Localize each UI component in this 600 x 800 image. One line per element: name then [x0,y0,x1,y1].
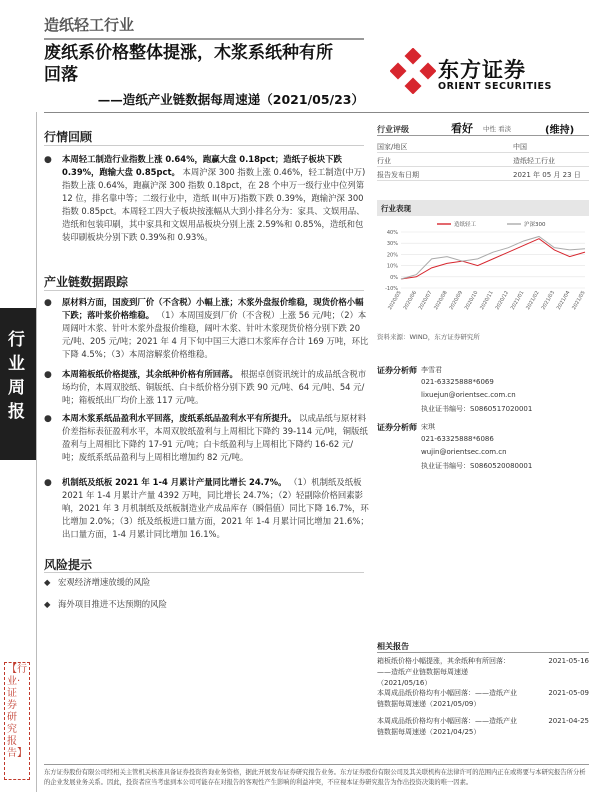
y-tick-label: -10% [385,286,398,292]
chain-bullet [44,476,369,541]
bullet-icon: ● [44,298,52,308]
logo-name-cn: 东方证券 [438,58,526,82]
bullet-lead: 本周轻工制造行业指数上涨 0.64%，跑赢大盘 0.18pct；造纸子板块下跌 0.39%，跑输大盘 0.85pct。 [62,154,342,177]
related-report-title[interactable]: 本周成品纸价格均有小幅回落：——造纸产业链数据每周速递（2021/05/09） [377,689,517,708]
series-line-0 [401,239,585,279]
side-band [0,308,36,460]
performance-chart [377,218,589,328]
analyst-email[interactable]: lixuejun@orientsec.com.cn [421,391,516,399]
bullet-body: 根据卓创资讯统计的成品纸含税市场均价，本周双胶纸、铜版纸、白卡纸价格分别下跌 90 元/吨、64 元/吨、54 元/吨；箱板纸出厂均价上涨 117 元/吨。 [62,369,367,405]
x-tick-label: 2021/01 [509,290,526,311]
related-report-date: 2021-05-16 [548,657,589,665]
title-line-1: 废纸系价格整体提涨，木浆系纸种有所 [44,43,333,63]
rating-row-industry [377,154,589,167]
section-title-risk: 风险提示 [44,558,93,572]
rating-key: 国家/地区 [377,143,408,151]
x-tick-label: 2020/08 [433,290,449,311]
company-logo [390,48,590,108]
rating-value-text: 造纸轻工行业 [513,157,555,165]
rating-row [377,120,589,136]
x-tick-label: 2020/09 [448,290,465,311]
y-tick-label: 20% [386,252,398,259]
x-tick-label: 2020/11 [479,290,495,311]
related-report-item[interactable] [377,688,589,710]
analyst-label: 证券分析师 [377,366,417,375]
side-band-label: 行业周报 [8,330,25,422]
analyst-phone: 021-63325888*6086 [421,435,494,443]
related-report-title[interactable]: 箱板纸价格小幅提涨，其余纸种有所回落：——造纸产业链数据每周速递（2021/05/16） [377,657,510,687]
bullet-lead: 原材料方面，国废到厂价（不含税）小幅上涨；木浆外盘报价维稳，现货价格小幅下跌；落叶浆价格维稳。 [62,297,364,320]
x-tick-label: 2021/02 [525,290,541,311]
section-title-review: 行情回顾 [44,130,93,144]
left-rule [36,112,37,792]
rating-key: 报告发布日期 [377,171,419,179]
logo-mark-icon [390,48,436,94]
analyst-license: 执业证书编号：S0860520080001 [421,462,533,470]
bullet-icon: ● [44,478,52,488]
risk-item [44,598,167,610]
analyst-email[interactable]: wujin@orientsec.com.cn [421,448,507,456]
logo-name-en: ORIENT SECURITIES [438,81,552,92]
rating-row-region [377,140,589,153]
rating-label: 行业评级 [377,125,409,134]
series-line-1 [401,236,585,279]
risk-item [44,576,150,588]
x-tick-label: 2020/05 [387,290,403,311]
y-tick-label: 30% [386,241,398,248]
related-report-item[interactable] [377,656,589,689]
related-report-title[interactable]: 本周成品纸价格均有小幅回落：——造纸产业链数据每周速递（2021/04/25） [377,717,517,736]
bullet-body: （1）机制纸及纸板 2021 年 1-4 月累计产量 4392 万吨，同比增长 24.7%；（2）轻副除价格回素影响，2021 年 3 月机制纸及纸板制造业产成品库存（瞬倡值）同比下降 16.7%，环比增加 2.0%；（3）纸及纸板进口量方面，2021 年 1-4 月累计同比增加 21.6%；出口量方面，1-4 月累计同比增加 16.1%。 [62,477,369,539]
chain-bullet [44,412,369,464]
header-divider [44,112,589,113]
analyst-name: 宋琪 [421,423,435,431]
chain-bullet [44,368,369,407]
footer-divider [44,764,589,765]
y-tick-label: 0% [390,274,398,281]
y-tick-label: 10% [386,263,398,270]
analyst-license: 执业证书编号：S0860517020001 [421,405,533,413]
analyst-label: 证券分析师 [377,423,417,432]
analyst-name: 李雪君 [421,366,442,374]
side-lower-label: 【行业·证券研究报告】 [7,664,27,759]
section-divider-review [44,145,364,146]
bullet-lead: 本周木浆系纸品盈利水平回落，废纸系纸品盈利水平有所提升。 [62,413,297,423]
bullet-lead: 本周箱板纸价格提涨，其余纸种价格有所回落。 [62,369,238,379]
industry-tag: 造纸轻工行业 [44,16,135,34]
rating-value-text: 2021 年 05 月 23 日 [513,171,581,179]
related-reports-divider [377,652,589,653]
y-tick-label: 40% [386,230,398,236]
rating-row-date [377,168,589,181]
risk-text: 海外项目推进不达预期的风险 [58,599,167,609]
x-tick-label: 2020/12 [494,290,511,311]
related-report-date: 2021-05-09 [548,689,589,697]
top-rule [44,38,364,40]
bullet-lead: 机制纸及纸板 2021 年 1-4 月累计产量同比增长 24.7%。 [62,477,287,487]
diamond-icon: ◆ [44,577,51,587]
x-tick-label: 2020/06 [402,290,419,311]
bullet-icon: ● [44,370,52,380]
rating-value-text: 中国 [513,143,527,151]
rating-maintain: (维持) [545,125,575,136]
section-divider-risk [44,572,364,573]
section-divider-chain [44,290,364,291]
title-line-2: 回落 [44,65,78,85]
rating-value: 看好 [451,122,473,135]
related-report-item[interactable] [377,716,589,738]
performance-title: 行业表现 [377,200,589,216]
bullet-icon: ● [44,414,52,424]
related-reports-title: 相关报告 [377,642,409,651]
section-title-chain: 产业链数据跟踪 [44,275,129,289]
review-bullet [44,153,369,244]
related-report-date: 2021-04-25 [548,717,589,725]
x-tick-label: 2020/07 [417,290,434,311]
risk-text: 宏观经济增速放缓的风险 [58,577,151,587]
x-tick-label: 2020/10 [463,290,480,311]
bullet-body: 本周沪深 300 指数上涨 0.46%，轻工制造(中万)指数上涨 0.64%，跑赢沪深 300 指数 0.18pct，在 28 个申万一级行业中位列第 12 位，排名靠中等；二级行业中，造纸 II(申万)指数下跌 0.39%，跑输沪深 300 指数 0.85pct。本周轻工四大子板块按涨幅从大到小排名分为：家具、文娱用品、造纸和包装印刷，其中家具和文娱用品板块分别上涨 2.59%和 0.85%，造纸和包装印刷板块分别下跌 0.39%和 0.93%。 [62,167,366,242]
chain-bullet [44,296,369,361]
x-tick-label: 2021/04 [555,290,572,311]
chart-source: 资料来源：WIND，东方证券研究所 [377,333,480,341]
x-tick-label: 2021/05 [571,290,587,311]
report-title [44,42,364,86]
x-tick-label: 2021/03 [540,290,557,311]
bullet-body: 以成品纸与原材料价差指标表征盈利水平，本周双胶纸盈利与上周相比下降约 39-114 元/吨，铜版纸盈利与上周相比下降约 17-91 元/吨；白卡纸盈利与上周相比下降约 16-62 元/吨；废纸系纸品盈利与上周相比增加约 82 元/吨。 [62,413,368,462]
report-subtitle: ——造纸产业链数据每周速递（2021/05/23） [97,92,364,107]
rating-key: 行业 [377,157,391,165]
analyst-phone: 021-63325888*6069 [421,378,494,386]
bullet-icon: ● [44,155,52,165]
legend-label: 沪深300 [524,222,546,228]
bullet-body: （1）本周国废到厂价（不含税）上涨 56 元/吨；（2）本周阔叶木浆、针叶木浆外盘报价维稳，阔叶木浆、针叶木浆现货价格分别下跌 20 元/吨、205 元/吨；2021 年 4 月下旬中国三大港口木浆库存合计 169 万吨，环比下降 4.5%；（3）本周溶解浆价格维稳。 [62,310,369,359]
rating-options: 中性 看淡 [483,125,512,133]
legend-label: 造纸轻工 [454,222,477,228]
diamond-icon: ◆ [44,599,51,609]
disclaimer-footer: 东方证券股份有限公司经相关主管机关核准具备证券投资咨询业务资格，据此开展发布证券研究报告业务。东方证券股份有限公司及其关联机构在法律许可的范围内正在或将要与本研究报告所分析的企业发展业务关系。因此，投资者应当考虑到本公司可能存在对报告的客观性产生影响的利益冲突，不应视本证券研究报告为作出投资决策的唯一因素。 [44,769,586,786]
